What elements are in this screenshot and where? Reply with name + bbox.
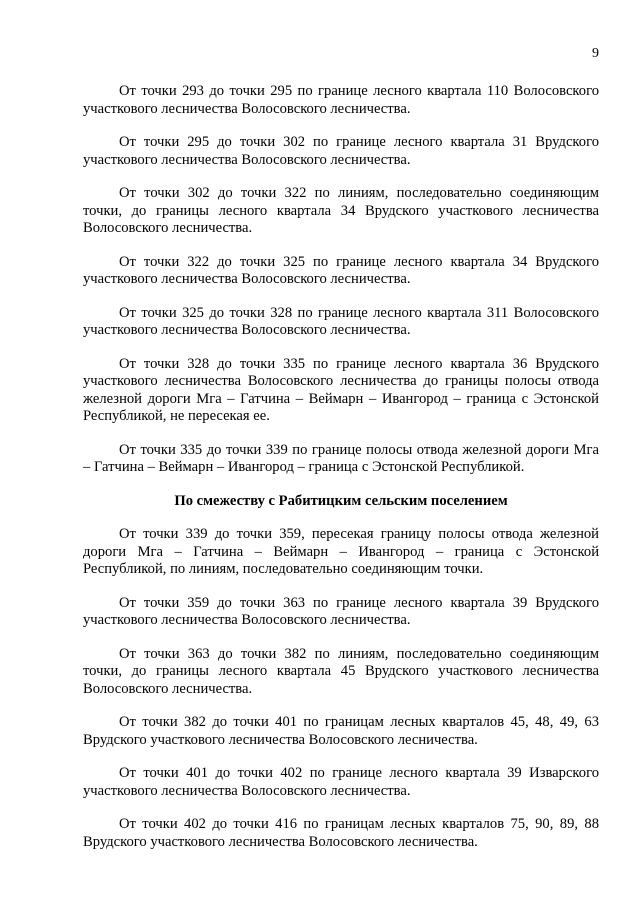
boundary-paragraph: От точки 402 до точки 416 по границам лесных кварталов 75, 90, 89, 88 Врудского участкового лесничества Волосовского лесничества. [83,816,599,850]
boundary-paragraph: От точки 382 до точки 401 по границам лесных кварталов 45, 48, 49, 63 Врудского участкового лесничества Волосовского лесничества. [83,714,599,748]
section-heading: По смежеству с Рабитицким сельским поселением [174,492,508,509]
boundary-paragraph: От точки 328 до точки 335 по границе лесного квартала 36 Врудского участкового лесничества Волосовского лесничества до границы полосы отвода железной дороги Мга – Гатчина – Веймарн – Ивангород – граница с Эстонской Республикой, не пересекая ее. [83,355,599,424]
document-body [83,83,599,867]
boundary-paragraph: От точки 322 до точки 325 по границе лесного квартала 34 Врудского участкового лесничества Волосовского лесничества. [83,253,599,287]
boundary-paragraph: От точки 335 до точки 339 по границе полосы отвода железной дороги Мга – Гатчина – Веймарн – Ивангород – граница с Эстонской Республикой. [83,441,599,475]
boundary-paragraph: От точки 401 до точки 402 по границе лесного квартала 39 Изварского участкового лесничества Волосовского лесничества. [83,765,599,799]
boundary-paragraph: От точки 295 до точки 302 по границе лесного квартала 31 Врудского участкового лесничества Волосовского лесничества. [83,134,599,168]
boundary-paragraph: От точки 293 до точки 295 по границе лесного квартала 110 Волосовского участкового лесничества Волосовского лесничества. [83,83,599,117]
boundary-paragraph: От точки 363 до точки 382 по линиям, последовательно соединяющим точки, до границы лесного квартала 45 Врудского участкового лесничества Волосовского лесничества. [83,645,599,697]
boundary-paragraph: От точки 359 до точки 363 по границе лесного квартала 39 Врудского участкового лесничества Волосовского лесничества. [83,594,599,628]
boundary-paragraph: От точки 325 до точки 328 по границе лесного квартала 311 Волосовского участкового лесничества Волосовского лесничества. [83,304,599,338]
boundary-paragraph: От точки 302 до точки 322 по линиям, последовательно соединяющим точки, до границы лесного квартала 34 Врудского участкового лесничества Волосовского лесничества. [83,185,599,236]
boundary-paragraph: От точки 339 до точки 359, пересекая границу полосы отвода железной дороги Мга – Гатчина – Веймарн – Ивангород – граница с Эстонской Республикой, по линиям, последовательно соединяющим точки. [83,526,599,577]
page-number: 9 [592,46,599,61]
